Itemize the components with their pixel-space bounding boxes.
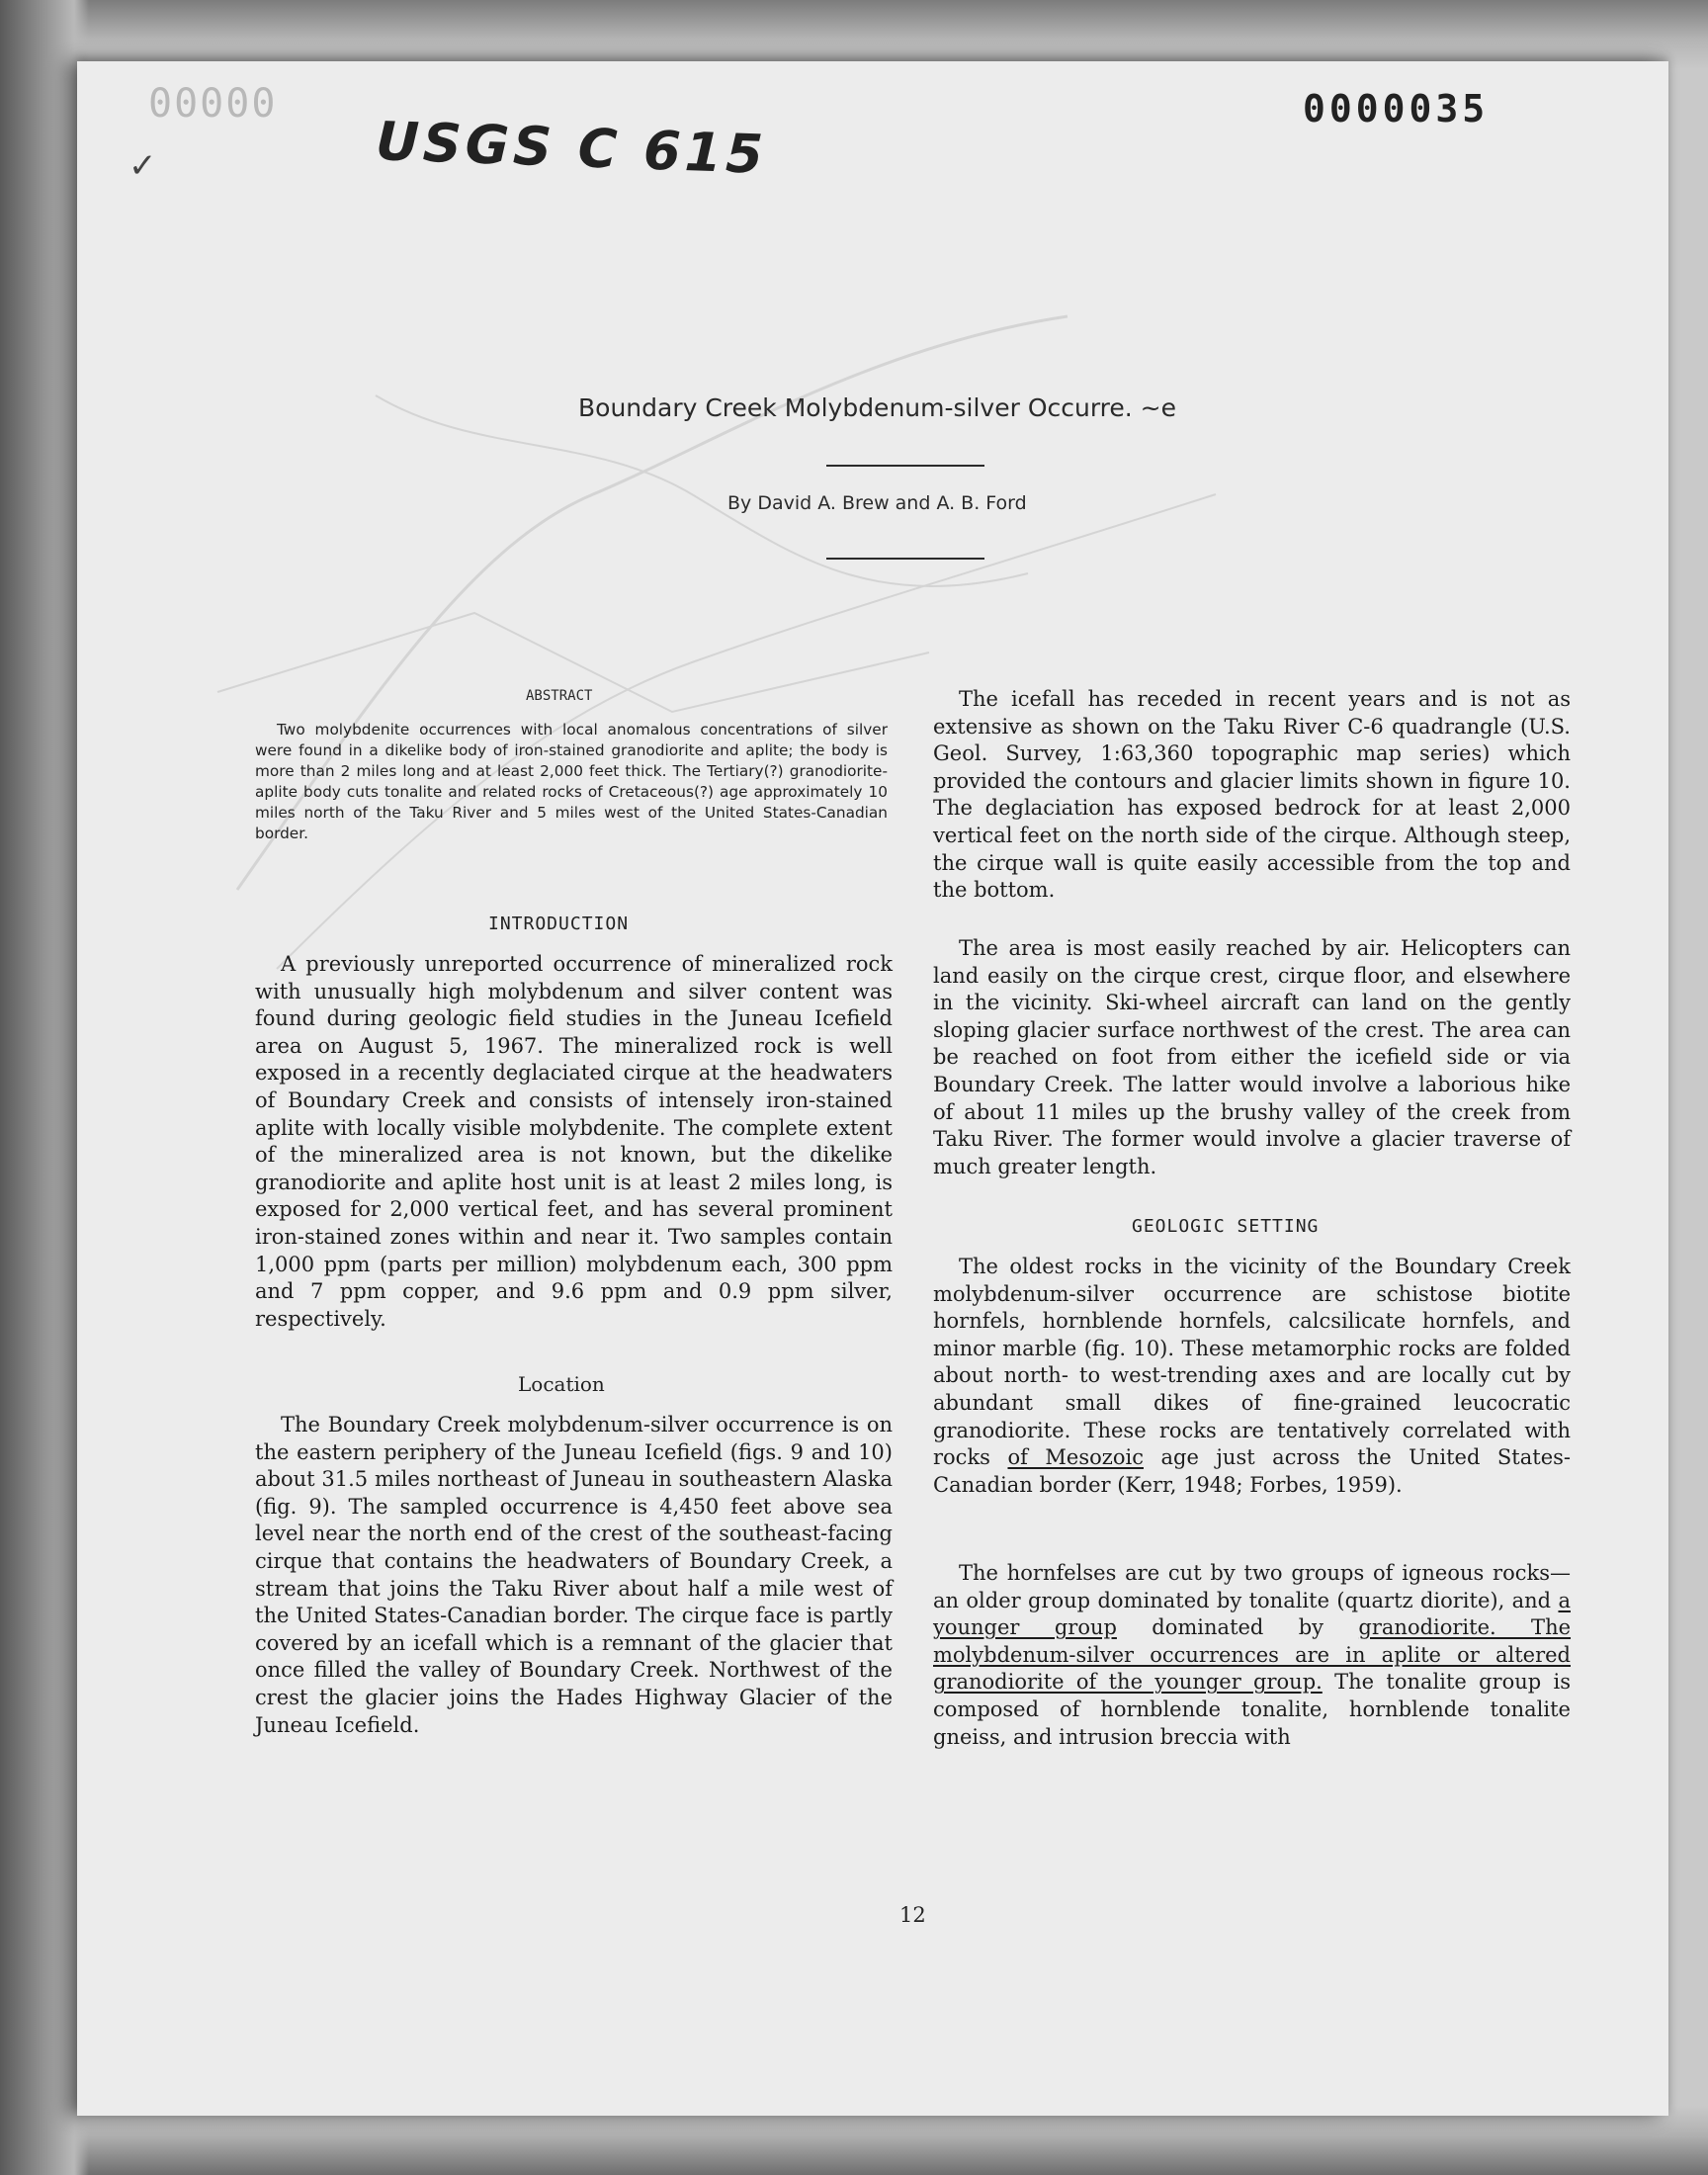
introduction-paragraph: A previously unreported occurrence of mineralized rock with unusually high molybdenum and silver content was found during geologic field studies in the Juneau Icefield area on August 5, 1967. The mineralized rock is well exposed in a recently deglaciated cirque at the headwaters of Boundary Creek and consists of intensely iron-stained aplite with locally visible molybdenite. The complete extent of the mineralized area is not known, but the dikelike granodiorite and aplite host unit is at least 2 miles long, is exposed for 2,000 vertical feet, and has several prominent iron-stained zones within and near it. Two samples contain 1,000 ppm (parts per million) molybdenum each, 300 ppm and 7 ppm copper, and 9.6 ppm and 0.9 ppm silver, respectively. bbox=[255, 952, 893, 1331]
location-paragraph: The Boundary Creek molybdenum-silver occurrence is on the eastern periphery of the Juneau Icefield (figs. 9 and 10) about 31.5 miles northeast of Juneau in southeastern Alaska (fig. 9). The sampled occurrence is 4,450 feet above sea level near the north end of the crest of the southeast-facing cirque that contains the headwaters of Boundary Creek, a stream that joins the Taku River about half a mile west of the United States-Canadian border. The cirque face is partly covered by an icefall which is a remnant of the glacier that once filled the valley of Boundary Creek. Northwest of the crest the glacier joins the Hades Highway Glacier of the Juneau Icefield. bbox=[255, 1413, 893, 1737]
faint-map-bleedthrough bbox=[178, 198, 1265, 1038]
right-column-access bbox=[933, 935, 1571, 1180]
stamp-number: 0000035 bbox=[1303, 87, 1490, 130]
oldest-rocks-paragraph bbox=[933, 1254, 1571, 1499]
title-rule-top bbox=[826, 465, 984, 467]
abstract-heading: ABSTRACT bbox=[526, 688, 593, 704]
oldest-rocks-text-a: The oldest rocks in the vicinity of the Boundary Creek molybdenum-silver occurrence are schistose biotite hornfels, hornblende hornfels, calcsilicate hornfels, and minor marble (fig. 10). These metamorphic rocks are folded about north- to west-trending axes and are locally cut by abundant small dikes of fine-grained leucocratic granodiorite. These rocks are tentatively correlated with rocks bbox=[933, 1255, 1571, 1470]
handwritten-code: USGS C 615 bbox=[375, 110, 768, 186]
handwritten-mark-icon: ✓ bbox=[128, 146, 157, 186]
mesozoic-underlined: of Mesozoic bbox=[1007, 1445, 1144, 1470]
abstract-text: Two molybdenite occurrences with local anomalous concentrations of silver were found in a dikelike body of iron-stained granodiorite and aplite; the body is more than 2 miles long and at least 2,000 feet thick. The Tertiary(?) granodiorite-aplite body cuts tonalite and related rocks of Cretaceous(?) age approximately 10 miles north of the Taku River and 5 miles west of the United States-Canadian border. bbox=[255, 721, 888, 842]
faint-stamp-number: 00000 bbox=[148, 81, 278, 127]
oldest-rocks-text-b: age just across the United States-Canadian border (Kerr, 1948; Forbes, 1959). bbox=[933, 1445, 1572, 1497]
right-column-top bbox=[933, 686, 1571, 905]
access-paragraph: The area is most easily reached by air. Helicopters can land easily on the cirque crest, cirque floor, and elsewhere in the vicinity. Ski-wheel aircraft can land on the gently sloping glacier surface northwest of the crest. The area can be reached on foot from either the icefield side or via Boundary Creek. The latter would involve a laborious hike of about 11 miles up the brushy valley of the creek from Taku River. The former would involve a glacier traverse of much greater length. bbox=[933, 936, 1571, 1178]
introduction-heading: INTRODUCTION bbox=[488, 914, 630, 934]
title-rule-bottom bbox=[826, 558, 984, 560]
location-heading: Location bbox=[518, 1372, 605, 1396]
geologic-setting-heading: GEOLOGIC SETTING bbox=[1132, 1216, 1320, 1237]
igneous-text-c: The tonalite group is composed of hornblende tonalite, hornblende tonalite gneiss, and intrusion breccia with bbox=[933, 1670, 1571, 1749]
icefall-paragraph: The icefall has receded in recent years and is not as extensive as shown on the Taku River C-6 quadrangle (U.S. Geol. Survey, 1:63,360 topographic map series) which provided the contours and glacier limits shown in figure 10. The deglaciation has exposed bedrock for at least 2,000 vertical feet on the north side of the cirque. Although steep, the cirque wall is quite easily accessible from the top and the bottom. bbox=[933, 687, 1571, 903]
right-column-igneous bbox=[933, 1560, 1571, 1751]
location-body bbox=[255, 1412, 893, 1739]
igneous-text-b: dominated by bbox=[1116, 1615, 1359, 1640]
page-title: Boundary Creek Molybdenum-silver Occurre. ~e bbox=[578, 393, 1177, 422]
introduction-body bbox=[255, 951, 893, 1333]
page-number: 12 bbox=[899, 1903, 926, 1927]
younger-group-underlined: a younger group bbox=[933, 1588, 1571, 1640]
igneous-paragraph bbox=[933, 1560, 1571, 1751]
igneous-text-a: The hornfelses are cut by two groups of igneous rocks—an older group dominated by tonalite (quartz diorite), and bbox=[933, 1561, 1571, 1612]
right-column-geology bbox=[933, 1254, 1571, 1499]
byline: By David A. Brew and A. B. Ford bbox=[727, 492, 1027, 514]
occurrence-underlined: granodiorite. The molybdenum-silver occurrences are in aplite or altered granodiorite of the younger group. bbox=[933, 1615, 1572, 1695]
